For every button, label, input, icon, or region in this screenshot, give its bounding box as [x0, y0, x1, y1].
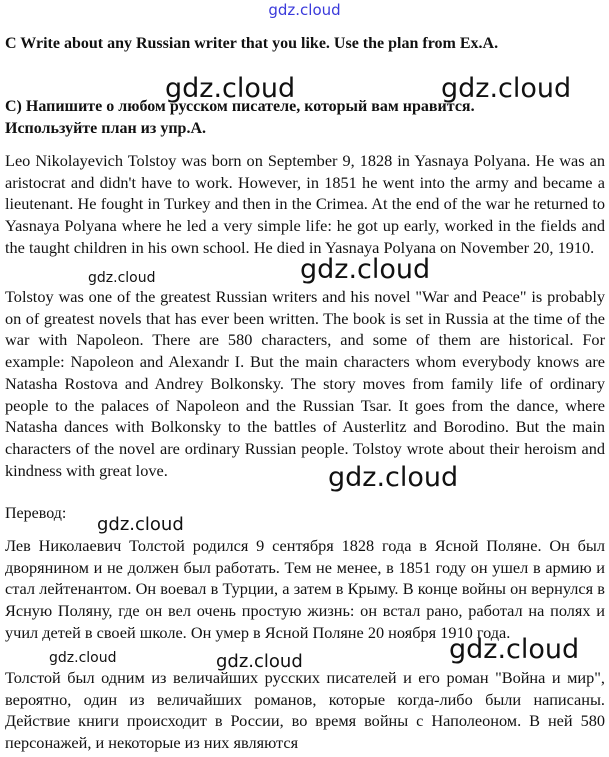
header-watermark: gdz.cloud — [268, 1, 341, 19]
watermark-text: gdz.cloud — [97, 514, 184, 535]
watermark-text: gdz.cloud — [216, 651, 303, 672]
translation-label: Перевод: — [5, 505, 67, 522]
paragraph-ru-2: Толстой был одним из величайших русских писателей и его роман "Война и мир", вероятно, один из величайших романов, которые когда-либо были написаны. Действие книги происходит в России, во время войны с Наполеоном. В ней 580 персонажей, и некоторые из них являются — [5, 668, 605, 753]
paragraph-en-2: Tolstoy was one of the greatest Russian writers and his novel "War and Peace" is probably on of greatest novels that has ever been written. The book is set in Russia at the time of the war with Napoleon. There are 580 characters, and some of them are historical. For example: Napoleon and Alexandr I. But the main characters whom everybody knows are Natasha Rostova and Andrey Bolkonsky. The story moves from family life of ordinary people to the palaces of Napoleon and the Russian Tsar. It goes from the dance, where Natasha dances with Bolkonsky to the battles of Austerlitz and Borodino. But the main characters of the novel are ordinary Russian people. Tolstoy wrote about their heroism and kindness with great love. — [5, 287, 605, 480]
paragraph-ru-1: Лев Николаевич Толстой родился 9 сентября 1828 года в Ясной Поляне. Он был дворянином и не должен был работать. Тем не менее, в 1851 году он ушел в армию и стал лейтенантом. Он воевал в Турции, а затем в Крыму. В конце войны он вернулся в Ясную Поляну, где он вел очень простую жизнь: он встал рано, работал на полях и учил детей в своей школе. Он умер в Ясной Поляне 20 ноября 1910 года. — [5, 536, 605, 642]
watermark-text: gdz.cloud — [441, 73, 572, 104]
watermark-text: gdz.cloud — [165, 73, 296, 104]
watermark-text: gdz.cloud — [300, 254, 431, 285]
watermark-text: gdz.cloud — [49, 650, 117, 666]
task-russian: C) Напишите о любом русском писателе, который вам нравится. Используйте план из упр.A. — [5, 98, 475, 137]
watermark-text: gdz.cloud — [449, 634, 580, 665]
watermark-text: gdz.cloud — [328, 462, 459, 493]
watermark-text: gdz.cloud — [88, 270, 156, 286]
paragraph-en-1: Leo Nikolayevich Tolstoy was born on September 9, 1828 in Yasnaya Polyana. He was an aristocrat and didn't have to work. However, in 1851 he went into the army and became a lieutenant. He fought in Turkey and then in the Crimea. At the end of the war he returned to Yasnaya Polyana where he led a very simple life: he got up early, worked in the fields and the taught children in his own school. He died in Yasnaya Polyana on November 20, 1910. — [5, 151, 605, 257]
task-english: C Write about any Russian writer that you like. Use the plan from Ex.A. — [5, 35, 499, 52]
